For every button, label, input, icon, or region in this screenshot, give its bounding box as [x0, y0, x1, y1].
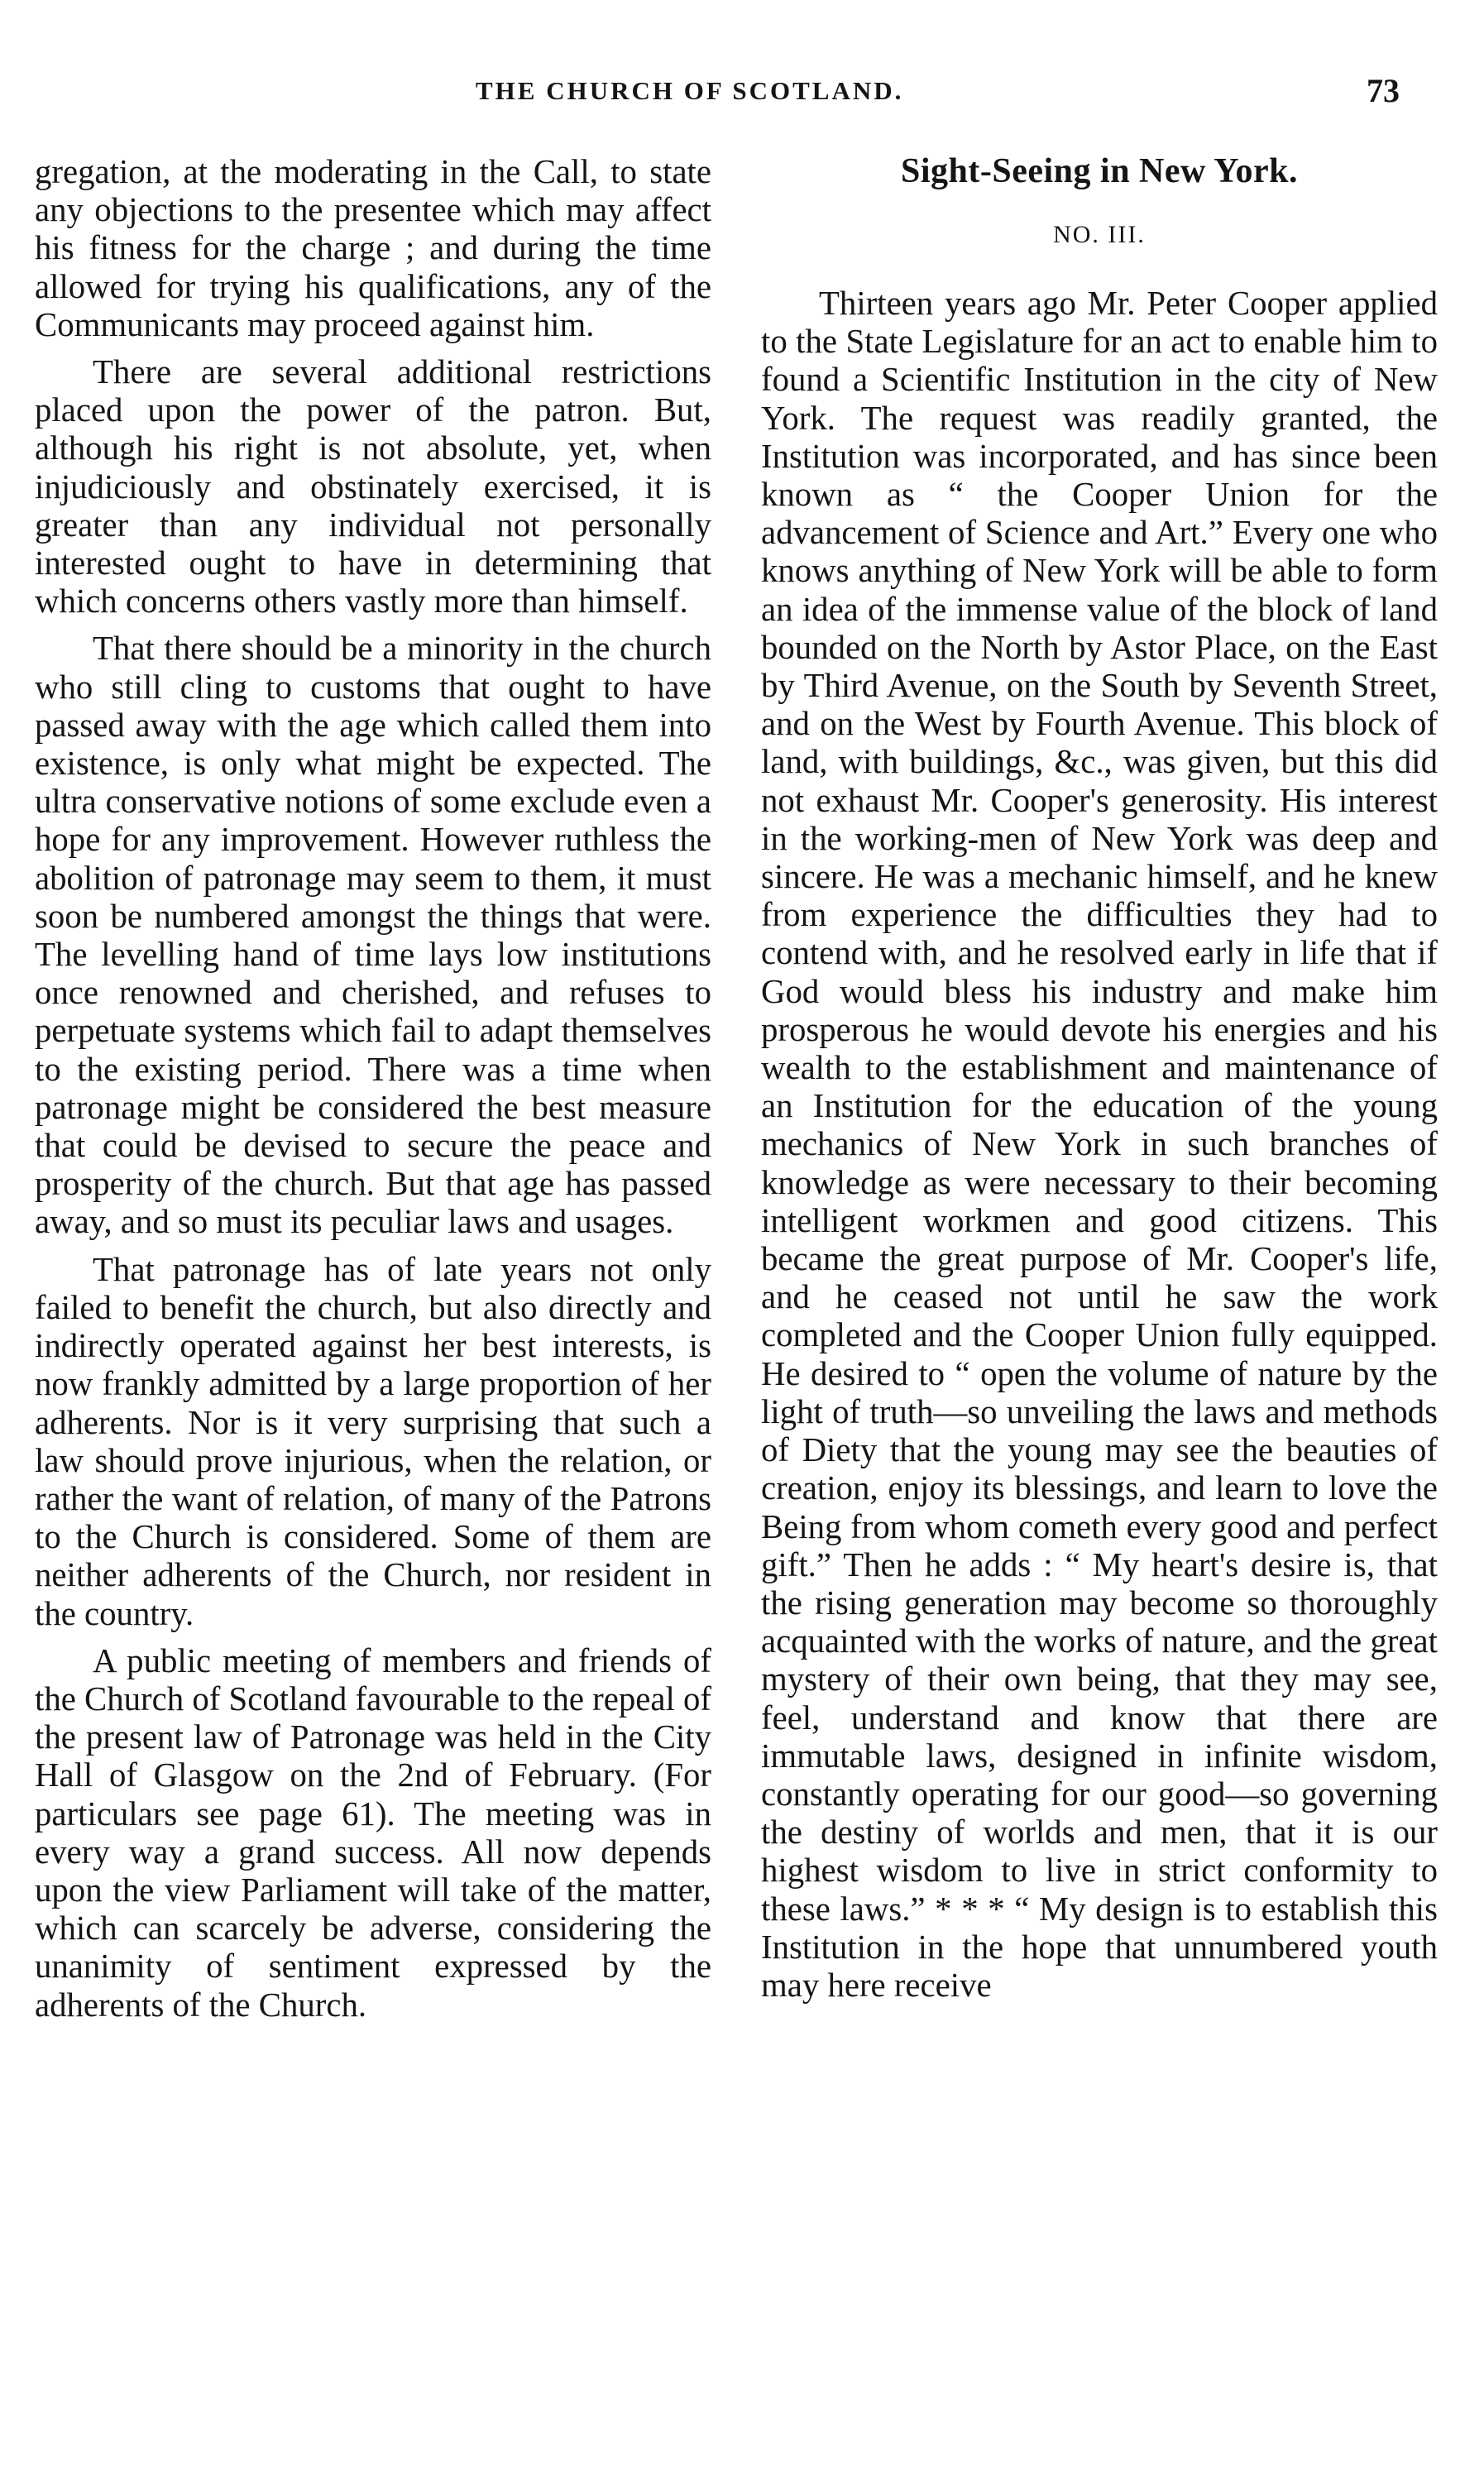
running-title: THE CHURCH OF SCOTLAND.	[476, 76, 904, 105]
left-paragraph-restrictions: There are several additional restrictions placed upon the power of the patron. But, although his right is not absolute, yet, when injudiciously and obstinately exercised, it is greater than any individual not personally interested ought to have in determining that which concerns others vastly more than himself.	[35, 353, 711, 620]
page-number: 73	[1367, 72, 1400, 109]
left-paragraph-continuation: gregation, at the moderating in the Call, to state any objections to the presentee which may affect his fitness for the charge ; and during the time allowed for trying his qualifications, any of the Communicants may proceed against him.	[35, 153, 711, 343]
right-paragraph-cooper-union: Thirteen years ago Mr. Peter Cooper applied to the State Legislature for an act to enable him to found a Scientific Institution in the city of New York. The request was readily granted, the Institution was incorporated, and has since been known as “ the Cooper Union for the advancement of Science and Art.” Every one who knows anything of New York will be able to form an idea of the immense value of the block of land bounded on the North by Astor Place, on the East by Third Avenue, on the South by Seventh Street, and on the West by Fourth Avenue. This block of land, with buildings, &c., was given, but this did not exhaust Mr. Cooper's generosity. His interest in the working-men of New York was deep and sincere. He was a mechanic himself, and he knew from experience the difficulties they had to contend with, and he resolved early in life that if God would bless his industry and make him prosperous he would devote his energies and his wealth to the establishment and maintenance of an Institution for the education of the young mechanics of New York in such branches of knowledge as were necessary to their becoming intelligent workmen and good citizens. This became the great purpose of Mr. Cooper's life, and he ceased not until he saw the work completed and the Cooper Union fully equipped. He desired to “ open the volume of nature by the light of truth—so unveiling the laws and methods of Diety that the young may see the beauties of creation, enjoy its blessings, and learn to love the Being from whom cometh every good and perfect gift.” Then he adds : “ My heart's desire is, that the rising generation may become so thoroughly acquainted with the works of nature, and the great mystery of their own being, that they may see, feel, understand and know that there are immutable laws, designed in infinite wisdom, constantly operating for our good—so governing the destiny of worlds and men, that it is our highest wisdom to live in strict conformity to these laws.” * * * “ My design is to establish this Institution in the hope that unnumbered youth may here receive	[761, 285, 1438, 2004]
left-paragraph-public-meeting: A public meeting of members and friends of the Church of Scotland favourable to the repeal of the present law of Patronage was held in the City Hall of Glasgow on the 2nd of February. (For particulars see page 61). The meeting was in every way a grand success. All now depends upon the view Parliament will take of the matter, which can scarcely be adverse, considering the unanimity of sentiment expressed by the adherents of the Church.	[35, 1641, 711, 2024]
left-paragraph-minority: That there should be a minority in the church who still cling to customs that ought to have passed away with the age which called them into existence, is only what might be expected. The ultra conservative notions of some exclude even a hope for any improvement. However ruthless the abolition of patronage may seem to them, it must soon be numbered amongst the things that were. The levelling hand of time lays low institutions once renowned and cherished, and refuses to perpetuate systems which fail to adapt themselves to the existing period. There was a time when patronage might be considered the best measure that could be devised to secure the peace and prosperity of the church. But that age has passed away, and so must its peculiar laws and usages.	[35, 630, 711, 1241]
right-column	[761, 147, 1438, 2014]
left-column	[35, 153, 711, 2034]
running-head	[0, 72, 1484, 126]
left-paragraph-patronage: That patronage has of late years not only failed to benefit the church, but also directly and indirectly operated against her best interests, is now frankly admitted by a large proportion of her adherents. Nor is it very surprising that such a law should prove injurious, when the relation, or rather the want of relation, of many of the Patrons to the Church is considered. Some of them are neither adherents of the Church, nor resident in the country.	[35, 1250, 711, 1632]
article-number: NO. III.	[1053, 221, 1146, 248]
article-title: Sight-Seeing in New York.	[901, 152, 1298, 190]
